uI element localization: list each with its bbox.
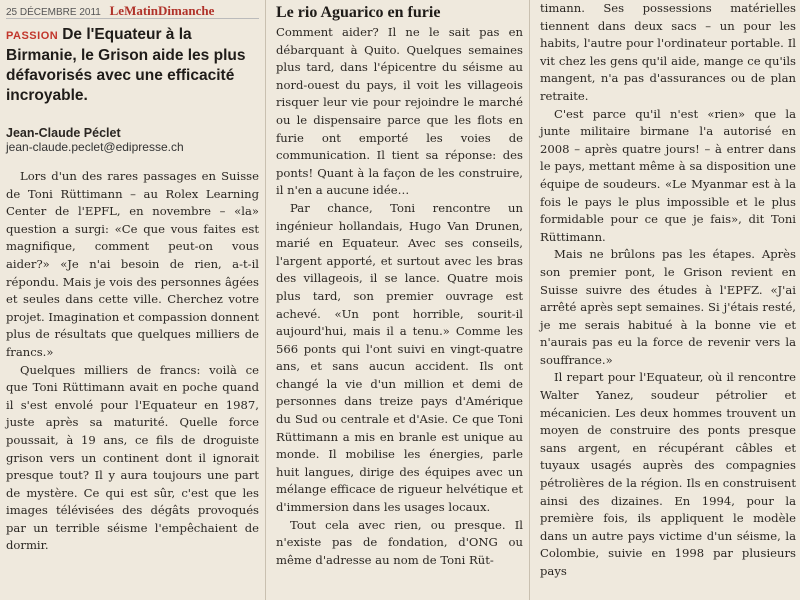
- masthead-date: 25 DÉCEMBRE 2011: [6, 7, 101, 18]
- column-1: [0, 0, 266, 600]
- body-paragraph: Tout cela avec rien, ou presque. Il n'existe pas de fondation, d'ONG ou même d'adresse au nom de Toni Rüt-: [276, 517, 523, 567]
- body-paragraph: Comment aider? Il ne le sait pas en débarquant à Quito. Quelques semaines plus tard, dans l'épicentre du séisme au nord-ouest du pays, il voit les villageois risquer leur vie pour rejoindre le marché ou le dispensaire parce que les flots en furie ont emporté les voies de communication. Il tient sa réponse: des ponts! Quant à la façon de les construire, il n'en a aucune idée…: [276, 25, 523, 198]
- body-paragraph: Quelques milliers de francs: voilà ce que Toni Rüttimann avait en poche quand il s'est envolé pour l'Equateur en 1987, juste après sa maturité. Quelle force poussait, à 19 ans, ce fils de droguiste grison vers un continent dont il ignorait presque tout? Il y aura toujours une part de mystère. Ce qui est sûr, c'est que les images télévisées des dégâts provoqués par un terrible séisme l'empêchaient de dormir.: [6, 362, 259, 553]
- masthead: [6, 4, 259, 19]
- column-3: [532, 0, 800, 600]
- body-paragraph: Il repart pour l'Equateur, où il rencontre Walter Yanez, soudeur pétrolier et mécanicien. Les deux hommes trouvent un moyen de construire des ponts presque sans argent, en récupérant câbles et tuyaux usagés auprès des compagnies pétrolières de la région. Ils en construisent ainsi des dizaines. En 1994, pour la première fois, ils appliquent le modèle dans un autre pays victime d'un séisme, la Colombie, suivie en 1998 par plusieurs pays: [540, 370, 796, 578]
- body-paragraph: C'est parce qu'il n'est «rien» que la junte militaire birmane l'a autorisé en 2008 – après quatre jours! – à entrer dans le pays, mettant même à sa disposition une équipe de soudeurs. «Le Myanmar est à la fois le pays le plus impossible et le plus formidable pour ce que je fais», dit Toni Rüttimann.: [540, 106, 796, 244]
- body-paragraph: Par chance, Toni rencontre un ingénieur hollandais, Hugo Van Drunen, marié en Equateur. Avec ses conseils, l'argent apporté, et surtout avec les bras des villageois, il se lance. Quatre mois plus tard, son premier ouvrage est achevé. «Un pont horrible, sourit-il aujourd'hui, mais il a tenu.» Comme les 566 ponts qui l'ont suivi en vingt-quatre ans, et sans aucun accident. Ils ont changé la vie d'un million et demi de personnes dans treize pays d'Amérique du Sud ou centrale et d'Asie. Ce que Toni Rüttimann a mis en branle est unique au monde. Il mobilise les énergies, parle huit langues, dirige des équipes avec un mélange efficace de rigueur helvétique et d'immersion dans les usages locaux.: [276, 200, 523, 515]
- author-email[interactable]: jean-claude.peclet@edipresse.ch: [6, 140, 184, 154]
- column-2: [268, 0, 530, 600]
- section-headline: Le rio Aguarico en furie: [276, 4, 441, 21]
- author-name: Jean-Claude Péclet: [6, 126, 121, 140]
- lead-text: De l'Equateur à la Birmanie, le Grison aide les plus défavorisés avec une efficacité incroyable.: [6, 26, 246, 104]
- body-paragraph: Lors d'un des rares passages en Suisse de Toni Rüttimann – au Rolex Learning Center de l'EPFL, en novembre – «la» question a surgi: «Ce que vous faites est magnifique, comment peut-on vous aider?» «Je n'ai besoin de rien, a-t-il répondu. Mais je vois des personnes âgées et seules dans cette ville. Cherchez votre projet. Imagination et compassion donnent plus de résultats que quelques milliers de francs.»: [6, 169, 259, 359]
- lead-paragraph: [6, 25, 259, 106]
- publication-logo: LeMatinDimanche: [109, 3, 215, 18]
- body-paragraph: timann. Ses possessions matérielles tiennent dans deux sacs – un pour les habits, l'autre pour l'ordinateur portable. Il vit chez les gens qu'il aide, mange ce qu'ils mangent, n'a pas d'assurances ou de plan retraite.: [540, 1, 796, 103]
- body-paragraph: Mais ne brûlons pas les étapes. Après son premier pont, le Grison revient en Suisse suivre des études à l'EPFZ. «J'ai arrêté après sept semaines. Si j'étais resté, je me serais habitué à la bonne vie et n'aurais pas eu la force de revenir vers la souffrance.»: [540, 247, 796, 367]
- kicker-label: PASSION: [6, 30, 59, 42]
